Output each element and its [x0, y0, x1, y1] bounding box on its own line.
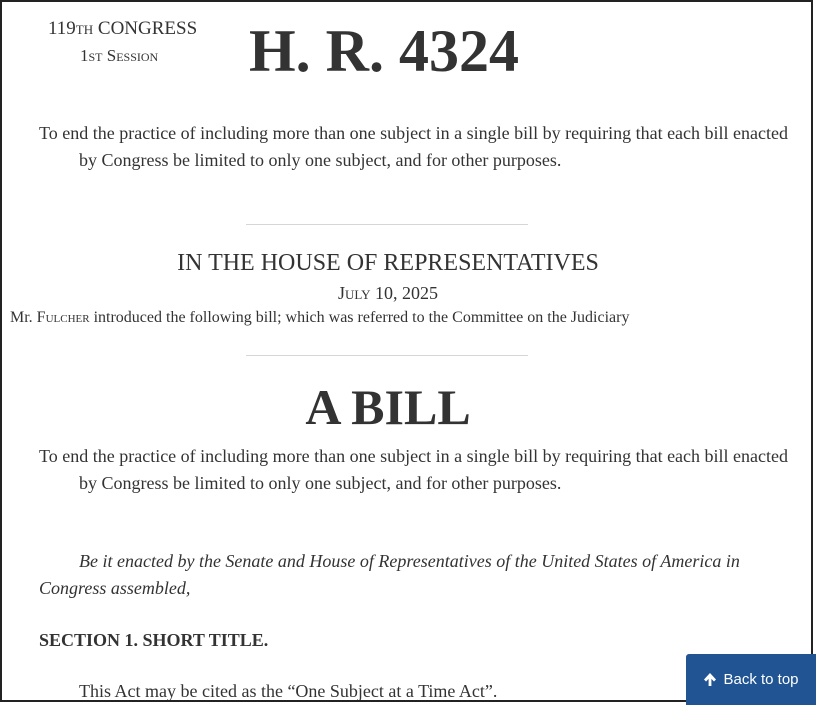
enacting-clause: Be it enacted by the Senate and House of Representatives of the United States of America in Congress assembled, — [39, 551, 740, 598]
section-text: This Act may be cited as the “One Subject at a Time Act”. — [79, 681, 498, 701]
section-heading: SECTION 1. SHORT TITLE. — [39, 630, 269, 650]
back-to-top-label: Back to top — [723, 671, 799, 688]
congress-label: 119th CONGRESS — [48, 18, 198, 39]
bill-purpose: To end the practice of including more than one subject in a single bill by requiring that each bill enacted by Congress be limited to only one subject, and for other purposes. — [39, 446, 788, 493]
divider — [246, 224, 528, 225]
introduction-statement: Mr. Fulcher introduced the following bill; which was referred to the Committee on the Judiciary — [10, 309, 630, 326]
back-to-top-button[interactable] — [686, 654, 816, 705]
session-label: 1st Session — [80, 46, 159, 65]
arrow-up-icon — [703, 672, 717, 687]
sponsor-name: Fulcher — [36, 309, 90, 326]
bill-purpose-top: To end the practice of including more than one subject in a single bill by requiring that each bill enacted by Congress be limited to only one subject, and for other purposes. — [39, 123, 788, 170]
bill-number: H. R. 4324 — [249, 18, 519, 84]
chamber-heading: IN THE HOUSE OF REPRESENTATIVES — [177, 250, 599, 276]
introduction-date: July 10, 2025 — [338, 283, 438, 303]
bill-heading: A BILL — [305, 379, 471, 435]
divider — [246, 355, 528, 356]
